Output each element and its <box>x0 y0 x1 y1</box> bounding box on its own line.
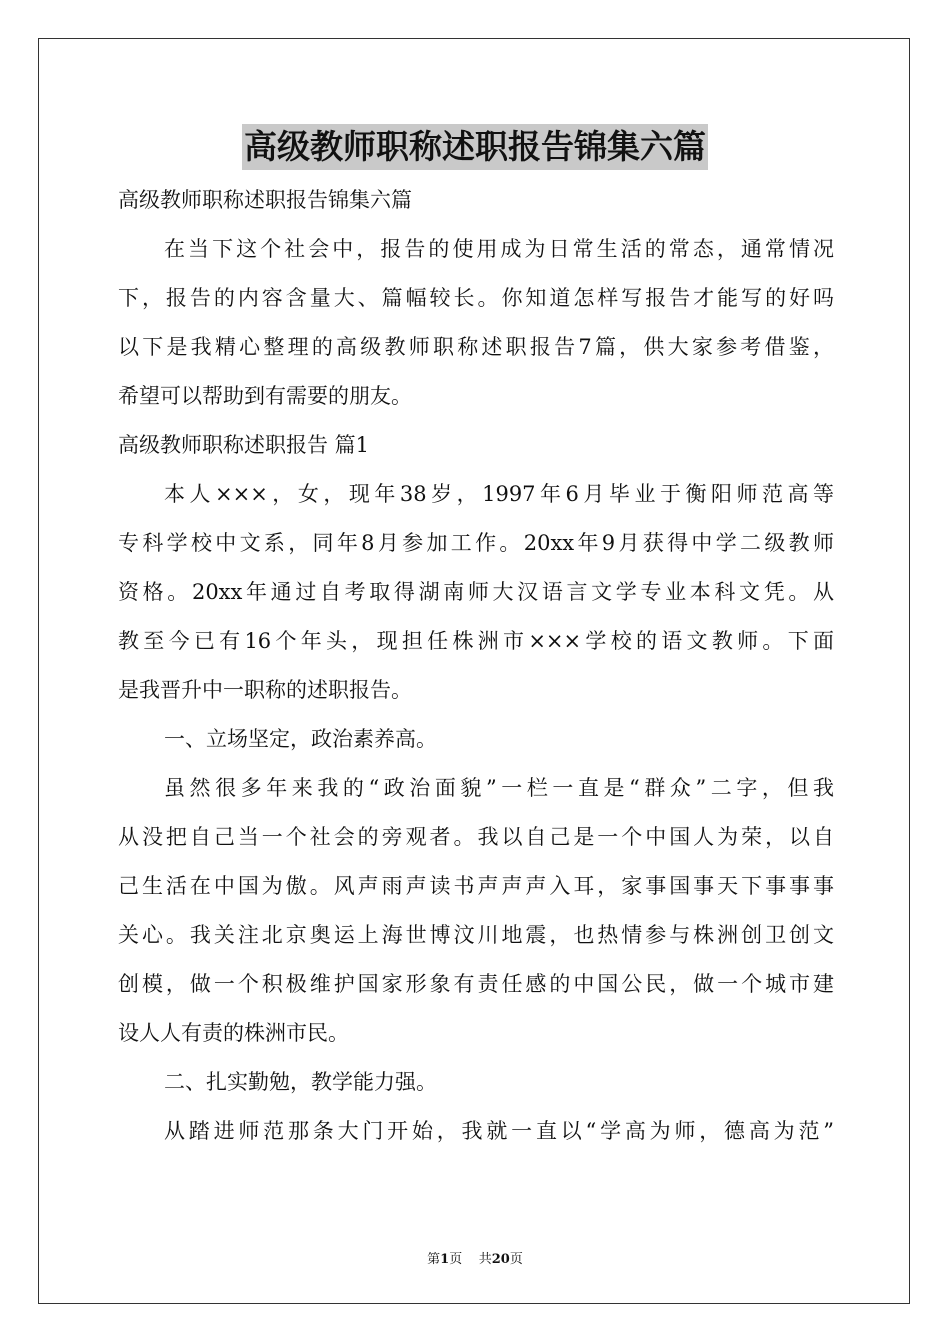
footer-total-unit: 页 <box>509 1252 523 1267</box>
text-line: 希望可以帮助到有需要的朋友。 <box>118 384 412 408</box>
text-line: 下，报告的内容含量大、篇幅较长。你知道怎样写报告才能写的好吗 <box>118 286 834 310</box>
text-line: 己生活在中国为傲。风声雨声读书声声声入耳，家事国事天下事事事 <box>118 874 834 898</box>
text-line: 教至今已有16个年头，现担任株洲市×××学校的语文教师。下面 <box>118 629 834 653</box>
text-line: 是我晋升中一职称的述职报告。 <box>118 678 412 702</box>
text-line: 创模，做一个积极维护国家形象有责任感的中国公民，做一个城市建 <box>118 972 834 996</box>
text-line: 资格。20xx年通过自考取得湖南师大汉语言文学专业本科文凭。从 <box>118 580 834 604</box>
text-line: 一、立场坚定，政治素养高。 <box>164 727 437 751</box>
footer-page-unit: 页 <box>449 1252 463 1267</box>
footer-page-number: 1 <box>440 1252 450 1267</box>
text-line: 关心。我关注北京奥运上海世博汶川地震，也热情参与株洲创卫创文 <box>118 923 834 947</box>
text-line: 设人人有责的株洲市民。 <box>118 1021 349 1045</box>
text-line: 以下是我精心整理的高级教师职称述职报告7篇，供大家参考借鉴， <box>118 335 834 359</box>
text-line: 在当下这个社会中，报告的使用成为日常生活的常态，通常情况 <box>164 237 834 261</box>
footer-total-label: 共 <box>478 1252 492 1267</box>
text-line: 从踏进师范那条大门开始，我就一直以“学高为师，德高为范” <box>164 1119 834 1143</box>
text-line: 专科学校中文系，同年8月参加工作。20xx年9月获得中学二级教师 <box>118 531 834 555</box>
text-line: 从没把自己当一个社会的旁观者。我以自己是一个中国人为荣，以自 <box>118 825 834 849</box>
text-line: 虽然很多年来我的“政治面貌”一栏一直是“群众”二字，但我 <box>164 776 834 800</box>
text-line: 高级教师职称述职报告锦集六篇 <box>118 188 412 212</box>
document-body <box>118 176 834 1156</box>
footer-page-label: 第 <box>427 1252 441 1267</box>
text-line: 二、扎实勤勉，教学能力强。 <box>164 1070 437 1094</box>
text-line: 高级教师职称述职报告 篇1 <box>118 433 370 457</box>
document-title: 高级教师职称述职报告锦集六篇 <box>242 124 708 170</box>
page-footer <box>0 1248 950 1267</box>
title-block <box>0 124 950 170</box>
text-line: 本人×××，女，现年38岁，1997年6月毕业于衡阳师范高等 <box>164 482 834 506</box>
footer-total-number: 20 <box>491 1252 510 1267</box>
